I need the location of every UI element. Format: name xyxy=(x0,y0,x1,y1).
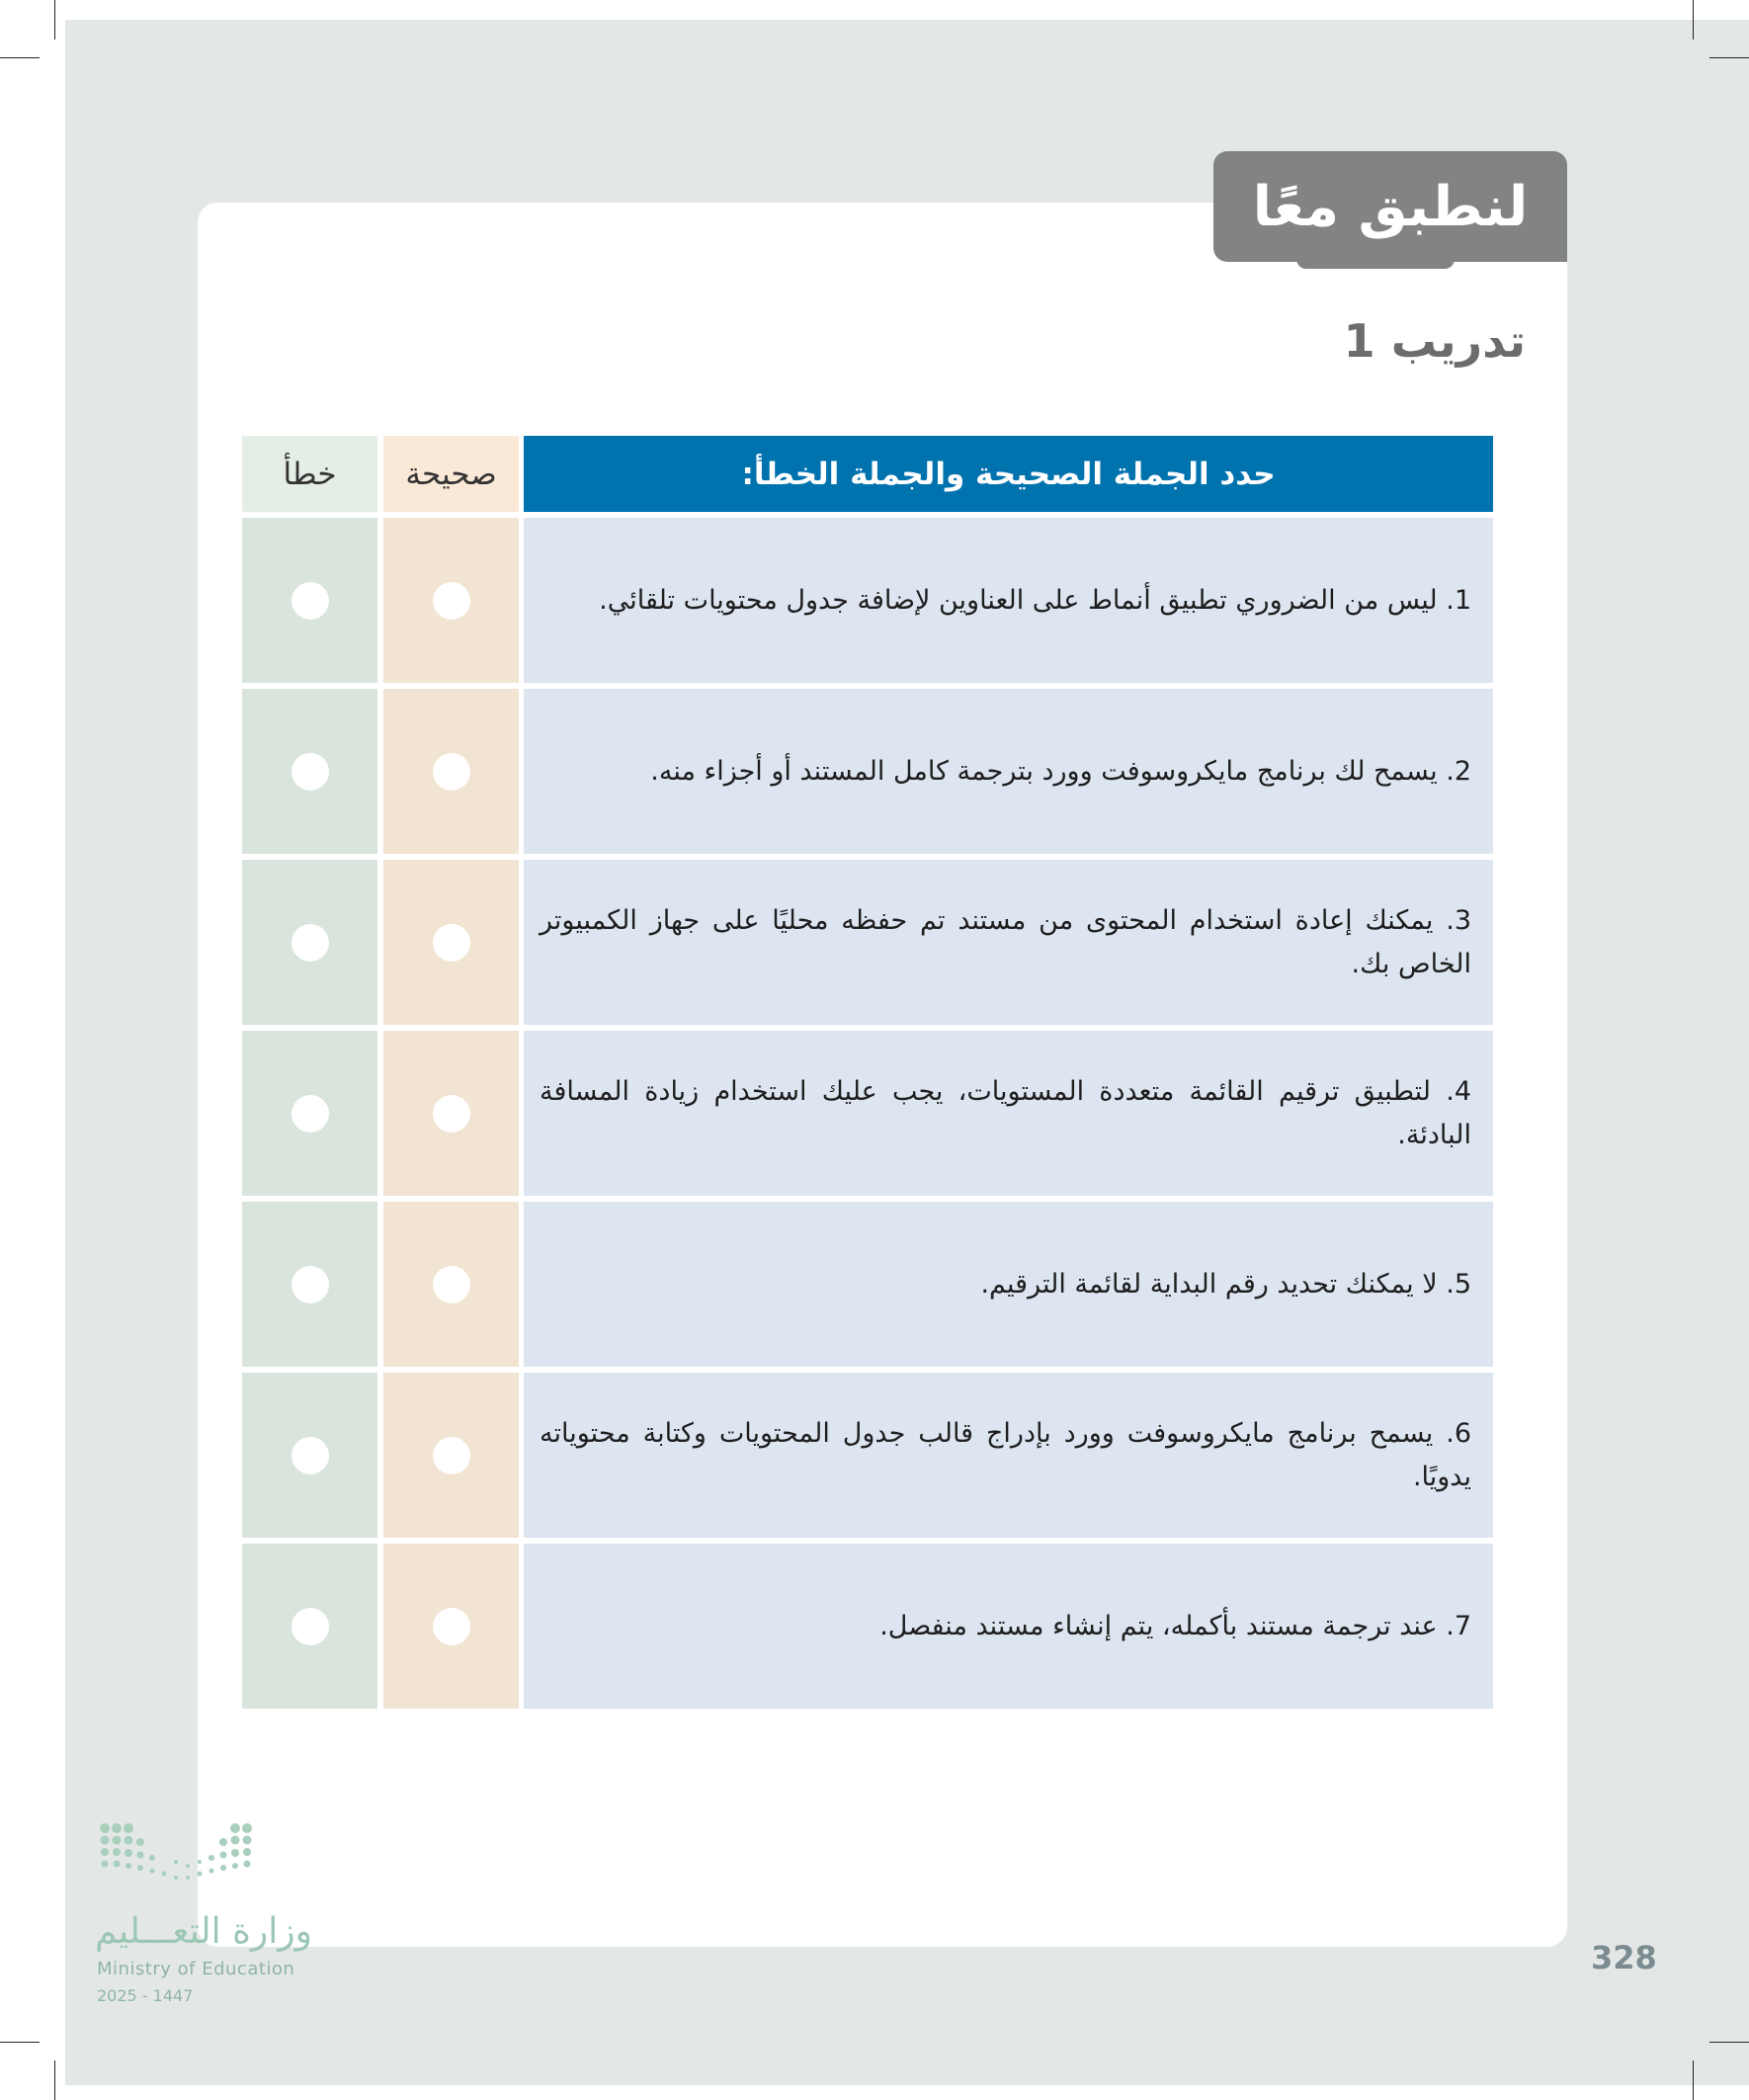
table-row xyxy=(242,1373,1493,1538)
true-cell xyxy=(383,1544,519,1709)
true-radio-button[interactable] xyxy=(433,582,470,620)
false-cell xyxy=(242,1544,377,1709)
crop-mark xyxy=(54,2060,55,2100)
false-radio-button[interactable] xyxy=(292,1608,329,1645)
table-row xyxy=(242,689,1493,854)
true-cell xyxy=(383,1202,519,1367)
true-cell xyxy=(383,1031,519,1196)
table-row xyxy=(242,518,1493,683)
statement-text: 7. عند ترجمة مستند بأكمله، يتم إنشاء مستند منفصل. xyxy=(524,1544,1493,1709)
table-row xyxy=(242,1031,1493,1196)
true-cell xyxy=(383,689,519,854)
table-row xyxy=(242,1544,1493,1709)
section-banner xyxy=(1213,151,1567,262)
false-radio-button[interactable] xyxy=(292,1095,329,1133)
statement-text: 2. يسمح لك برنامج مايكروسوفت وورد بترجمة كامل المستند أو أجزاء منه. xyxy=(524,689,1493,854)
ministry-name-arabic: وزارة التعـــليم xyxy=(95,1911,313,1952)
crop-mark xyxy=(54,0,55,40)
false-cell xyxy=(242,1031,377,1196)
true-radio-button[interactable] xyxy=(433,924,470,962)
true-cell xyxy=(383,518,519,683)
page-number: 328 xyxy=(1591,1939,1657,1976)
true-cell xyxy=(383,860,519,1025)
true-radio-button[interactable] xyxy=(433,1437,470,1474)
false-radio-button[interactable] xyxy=(292,924,329,962)
false-radio-button[interactable] xyxy=(292,753,329,791)
true-radio-button[interactable] xyxy=(433,753,470,791)
ministry-year: 2025 - 1447 xyxy=(97,1986,194,2005)
crop-mark xyxy=(0,57,40,58)
false-cell xyxy=(242,689,377,854)
table-row xyxy=(242,860,1493,1025)
banner-title: لنطبق معًا xyxy=(1252,174,1529,239)
crop-mark xyxy=(1693,0,1694,40)
crop-mark xyxy=(1709,57,1749,58)
true-cell xyxy=(383,1373,519,1538)
false-cell xyxy=(242,1202,377,1367)
crop-mark xyxy=(1693,2060,1694,2100)
ministry-name-english: Ministry of Education xyxy=(97,1959,295,1979)
exercise-title: تدريب 1 xyxy=(1343,314,1526,368)
statement-text: 3. يمكنك إعادة استخدام المحتوى من مستند تم حفظه محليًا على جهاز الكمبيوتر الخاص بك. xyxy=(524,860,1493,1025)
false-cell xyxy=(242,860,377,1025)
statement-text: 5. لا يمكنك تحديد رقم البداية لقائمة الترقيم. xyxy=(524,1202,1493,1367)
true-radio-button[interactable] xyxy=(433,1608,470,1645)
false-cell xyxy=(242,1373,377,1538)
false-radio-button[interactable] xyxy=(292,1266,329,1303)
false-radio-button[interactable] xyxy=(292,1437,329,1474)
table-header-false: خطأ xyxy=(242,436,377,512)
crop-mark xyxy=(0,2042,40,2043)
true-radio-button[interactable] xyxy=(433,1095,470,1133)
statement-text: 1. ليس من الضروري تطبيق أنماط على العناوين لإضافة جدول محتويات تلقائي. xyxy=(524,518,1493,683)
false-radio-button[interactable] xyxy=(292,582,329,620)
crop-mark xyxy=(1709,2042,1749,2043)
table-header-question: حدد الجملة الصحيحة والجملة الخطأ: xyxy=(524,436,1493,512)
banner-tab xyxy=(1296,255,1455,269)
false-cell xyxy=(242,518,377,683)
true-radio-button[interactable] xyxy=(433,1266,470,1303)
table-header-true: صحيحة xyxy=(383,436,519,512)
table-row xyxy=(242,1202,1493,1367)
statement-text: 4. لتطبيق ترقيم القائمة متعددة المستويات، يجب عليك استخدام زيادة المسافة البادئة. xyxy=(524,1031,1493,1196)
statement-text: 6. يسمح برنامج مايكروسوفت وورد بإدراج قالب جدول المحتويات وكتابة محتوياته يدويًا. xyxy=(524,1373,1493,1538)
